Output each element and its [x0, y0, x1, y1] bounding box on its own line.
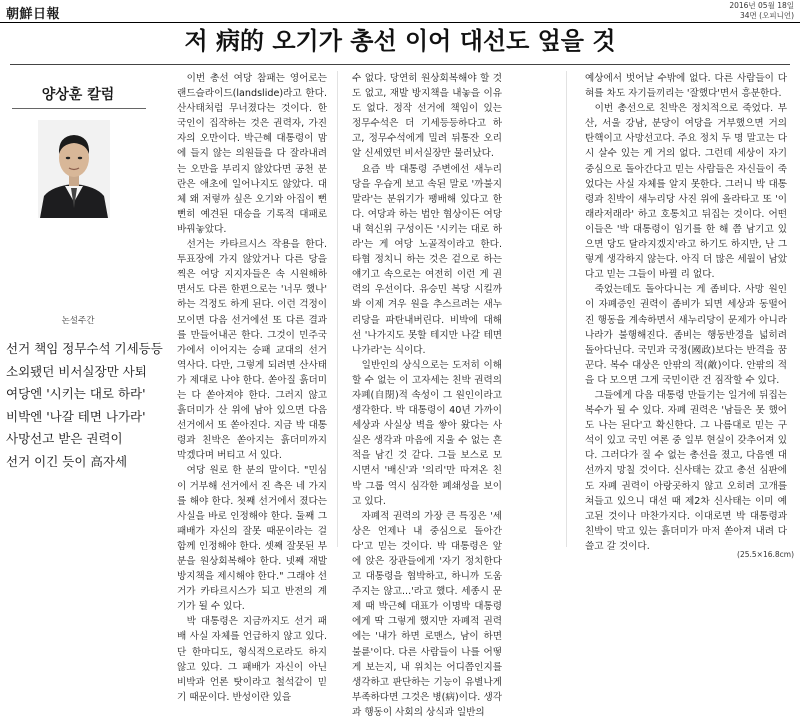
text-column-1 — [177, 71, 327, 703]
headline-divider — [10, 64, 790, 65]
summary-line: 선거 책임 정무수석 기세등등 — [6, 341, 163, 356]
portrait-illustration — [38, 120, 110, 218]
text-column-3 — [585, 71, 787, 552]
paragraph: 죽었는데도 돌아다니는 게 좀비다. 사망 원인이 자폐증인 권력이 좀비가 되면 세상과 동떨어진 행동을 계속하면서 새누리당이 문제가 아니라 나라가 불행해진다. 좀비는 행동반경을 넓히려 돌아다닌다. 국민과 국정(國政)보다는 반격을 꿈꾼다. 복수 대상은 안팎의 적(敵)이다. 안팎의 적을 다 모으면 그게 국민이란 건 짐작할 수 있다. — [585, 284, 787, 386]
text-column-2 — [352, 71, 502, 718]
columnist-position: 논설주간 — [61, 316, 95, 326]
column-title-divider — [12, 108, 146, 109]
paragraph: 수 없다. 당연히 원상회복해야 할 것도 없고, 재발 방지책을 내놓을 이유도 없다. 정작 선거에 책임이 있는 정무수석은 더 기세등등하다고 하고, 정무수석에게 밀려 뒤통잔 오리알 신세였던 비서실장만 물러났다. — [352, 73, 502, 160]
paragraph: 요즘 박 대통령 주변에선 새누리당을 우습게 보고 속된 말로 '까불지 말라'는 분위기가 팽배해 있다고 한다. 여당과 하는 법안 협상이든 여당 내 혁신위 구성이든 '시키는 대로 하라'는 게 여당 노골적이라고 한다. 타협 정치니 하는 것은 겉으로 하는 얘기고 속으로는 여전히 이런 게 권력의 우선이다. 유승민 복당 시킬까 봐 이제 겨우 원을 추스르려는 새누리당을 파탄내버린다. 비박에 대해선 '나가지도 못할 테지만 나갈 테면 나가라'는 식이다. — [352, 163, 502, 356]
paragraph: 자폐적 권력의 가장 큰 특징은 '세상은 언제나 내 중심으로 돌아간다'고 믿는 것이다. 박 대통령은 앞에 앉은 장관들에게 '자기 정치한다고 대통령을 협박하고, 하니까 도움 주지는 않고...'라고 했다. 세종시 문제 때 박근혜 대표가 이명박 대통령에게 딱 그렇게 했지만 자폐적 권력에는 '내가 하면 로맨스, 남이 하면 불륜'이다. 다른 사람들이 나를 어떻게 보는지, 내 위치는 어디쯤인지를 생각하고 판단하는 기능이 유별나게 부족하다면 그것은 병(病)이다. 생각과 행동이 사회의 상식과 일반의 — [352, 510, 502, 718]
newspaper-masthead: 朝鮮日報 — [6, 7, 61, 22]
column-title: 양상훈 칼럼 — [41, 87, 115, 103]
publication-date: 2016년 05월 18일 — [729, 1, 794, 10]
paragraph: 그들에게 다음 대통령 만들기는 일거에 뒤집는 복수가 될 수 있다. 자폐 권력은 '남들은 못 했어도 나는 된다'고 확신한다. 그 나름대로 믿는 구석이 있고 국민 여론 중 일부 현실이 갖추어져 있다. 그러다가 질 수 없는 총선을 졌고, 다음엔 대선까지 망칠 것이다. 신사태는 갔고 총선 심판에도 자폐 권력이 아랑곳하지 않고 오히려 고개를 쳐들고 있으니 대선 때 제2차 신사태는 이미 예고된 것이나 마찬가지다. 이대로면 박 대통령과 친박이 막고 있는 흙더미가 마저 쏟아져 내려 다 쓸고 갈 것이다. — [585, 389, 787, 552]
paragraph: 박 대통령은 지금까지도 선거 패배 사실 자체를 언급하지 않고 있다. 단 한마디도, 형식적으로라도 하지 않고 있다. 그 패배가 자신이 아닌 비박과 언론 탓이라고 철석같이 믿기 때문이다. 반성이란 있을 — [177, 616, 327, 703]
column-separator — [337, 71, 338, 547]
summary-line: 선거 이긴 듯이 高자세 — [6, 453, 128, 469]
headline: 저 病的 오기가 총선 이어 대선도 엎을 것 — [184, 26, 616, 55]
publication-info — [729, 1, 794, 21]
summary-line: 사망선고 받은 권력이 — [6, 431, 123, 446]
paragraph: 이번 총선 여당 참패는 영어로는 랜드슬라이드(landslide)라고 한다. 산사태처럼 무너졌다는 것이다. 한국인이 집작하는 것은 권력자, 가진 자의 오만이다. 박근혜 대통령이 맘에 들지 않는 의원들을 다 잘라내려는 오만을 부리지 않았다면 공천 분란은 애초에 일어나지도 않았다. 대체 왜 저렇까 싶은 오기와 아집이 뻔뻔히 예견된 대승을 기록적 대패로 바꿔놓았다. — [177, 73, 327, 235]
summary-line: 여당엔 '시키는 대로 하라' — [6, 386, 146, 401]
top-divider — [0, 22, 800, 23]
columnist-sidebar — [0, 68, 163, 561]
columnist-photo — [38, 120, 110, 218]
paragraph: 선거는 카타르시스 작용을 한다. 투표장에 가지 않았거나 다른 당을 찍은 여당 지지자들은 속 시원해하면서도 다른 한편으로는 '너무 했나' 하는 걱정도 하게 된다. 이런 걱정이 모이면 다음 선거에선 또 다른 결과를 만들어내곤 한다. 그것이 민주국가에서 이어지는 승패 교대의 선거 역사다. 다만, 그렇게 되려면 산사태가 제대로 나야 한다. 쏟아질 흙더미는 다 쏟아져야 한다. 그러지 않고 흙더미가 산 위에 남아 있으면 다음 선거에서 또 쏟아진다. 지금 박 대통령과 친박은 쏟아지는 흙더미까지 막겠다며 버티고 서 있다. — [177, 239, 327, 462]
paragraph: 이번 총선으로 친박은 정치적으로 죽었다. 부산, 서울 강남, 분당이 여당을 거부했으면 거의 탄핵이고 사망선고다. 주요 정치 두 명 말고는 다시 살수 있는 게 거의 없다. 그런데 세상이 자기 중심으로 돌아간다고 믿는 사람들은 자신들이 죽었다는 사실 자체를 알지 못한다. 그러니 박 대통령과 친박이 새누리당 사진 위에 올라타고 또 '이래라저래라' 하고 호통치고 뒤집는 것이다. 어떤 이들은 '박 대통령이 임기를 한 해 쯤 남기고 있으면 당도 달라지겠지'라고 하기도 하지만, 난 그렇게 생각하지 않는다. 아직 더 많은 세월이 남았다고 믿는 그들이 바뀔 리 없다. — [585, 103, 787, 281]
page-number: 34면 (오피니언) — [739, 11, 794, 20]
paragraph: 일반인의 상식으로는 도저히 이해할 수 없는 이 고자세는 친박 권력의 자폐(自閉)적 속성이 그 원인이라고 생각한다. 박 대통령이 40년 가까이 세상과 사실상 벽을 쌓아 왔다는 사실은 생각과 마음에 지울 수 없는 흔적을 남긴 것 같다. 그들 보스로 모시면서 '배신'과 '의리'만 따져온 친박 그룹 역시 심각한 폐쇄성을 보이고 있다. — [352, 359, 502, 507]
paragraph: 예상에서 벗어날 수밖에 없다. 다른 사람들이 다 혀를 차도 자기들끼리는 '잘했다'면서 흥분한다. — [585, 73, 787, 100]
column-separator — [566, 71, 567, 547]
column-summary — [6, 338, 163, 473]
paragraph: 여당 원로 한 분의 말이다. "민심이 거부해 선거에서 진 측은 네 가지를 해야 한다. 첫째 선거에서 졌다는 사실을 바로 인정해야 한다. 둘째 그 패배가 자신의 잘못 때문이라는 걸 함께 인정해야 한다. 셋째 잘못된 부분을 원상회복해야 한다. 넷째 재발 방지책을 제시해야 한다." 그래야 선거가 카타르시스가 되고 반전의 계기가 될 수 있다. — [177, 465, 327, 613]
summary-line: 비박엔 '나갈 테면 나가라' — [6, 408, 146, 424]
clipping-size: (25.5×16.8cm) — [737, 550, 794, 559]
summary-line: 소외됐던 비서실장만 사퇴 — [6, 363, 147, 379]
